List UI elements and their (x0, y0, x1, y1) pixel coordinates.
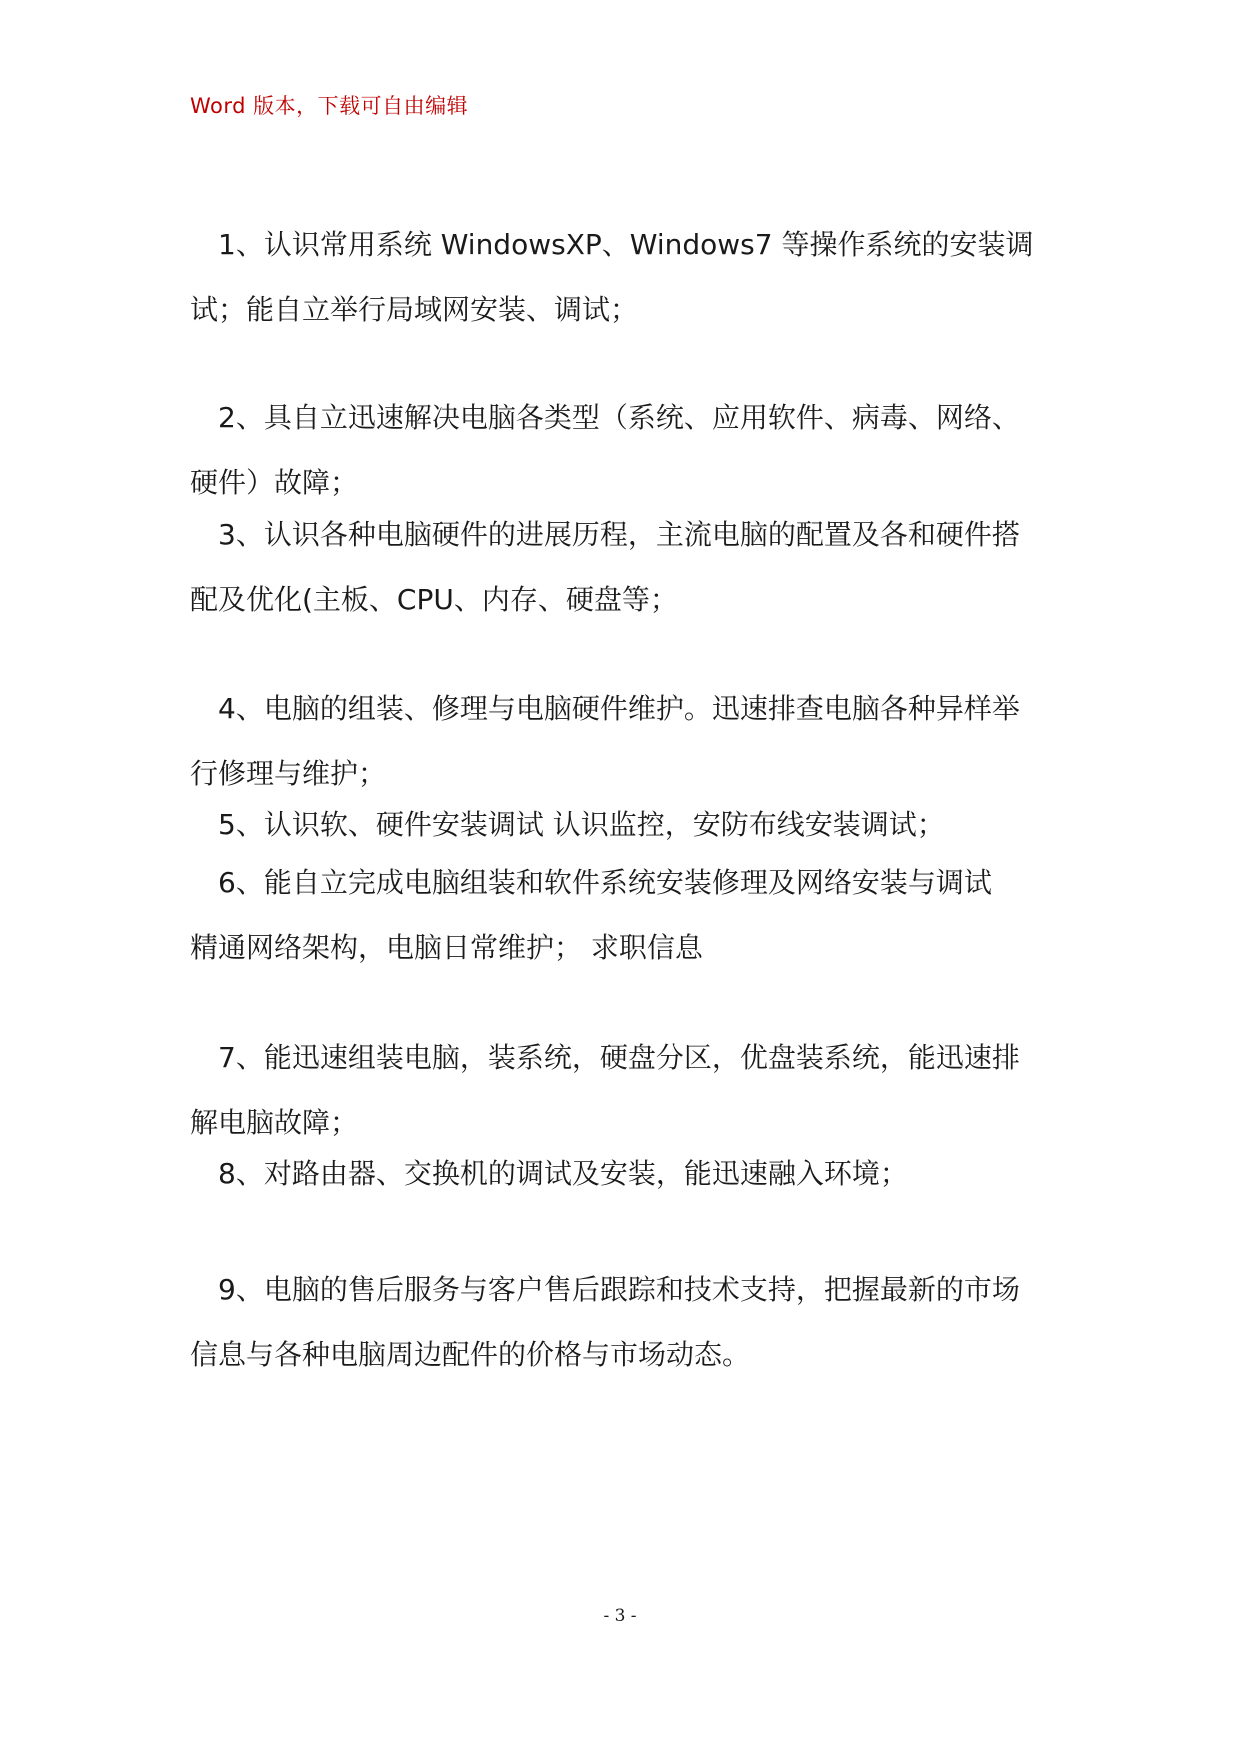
list-item-line: 8、对路由器、交换机的调试及安装，能迅速融入环境； (218, 1157, 908, 1190)
list-item (190, 385, 1056, 515)
list-item-line: 2、具自立迅速解决电脑各类型（系统、应用软件、病毒、网络、 (218, 401, 1020, 434)
list-item (190, 212, 1056, 342)
list-item-line: 配及优化(主板、CPU、内存、硬盘等； (190, 583, 678, 616)
list-item-line: 试；能自立举行局域网安装、调试； (190, 293, 639, 326)
list-item-line: 7、能迅速组装电脑，装系统，硬盘分区，优盘装系统，能迅速排 (218, 1041, 1020, 1074)
list-item-line: 6、能自立完成电脑组装和软件系统安装修理及网络安装与调试 (218, 866, 992, 899)
list-item-line: 行修理与维护； (190, 757, 387, 790)
list-item-line: 3、认识各种电脑硬件的进展历程，主流电脑的配置及各和硬件搭 (218, 518, 1020, 551)
list-item-line: 硬件）故障； (190, 466, 359, 499)
list-item (190, 850, 1056, 980)
list-item-line: 解电脑故障； (190, 1106, 359, 1139)
list-item-line: 4、电脑的组装、修理与电脑硬件维护。迅速排查电脑各种异样举 (218, 692, 1020, 725)
list-item-line: 1、认识常用系统 WindowsXP、Windows7 等操作系统的安装调 (218, 228, 1034, 261)
page-number: - 3 - (603, 1606, 637, 1626)
list-item (190, 1257, 1056, 1387)
list-item (190, 676, 1056, 806)
list-item-line: 精通网络架构，电脑日常维护； 求职信息 (190, 931, 703, 964)
list-item (190, 1025, 1056, 1155)
header-note: Word 版本，下载可自由编辑 (190, 94, 469, 118)
list-item (190, 1141, 1056, 1206)
list-item (190, 792, 1056, 857)
list-item-line: 5、认识软、硬件安装调试 认识监控，安防布线安装调试； (218, 808, 945, 841)
list-item (190, 502, 1056, 632)
list-item-line: 信息与各种电脑周边配件的价格与市场动态。 (190, 1338, 751, 1371)
list-item-line: 9、电脑的售后服务与客户售后跟踪和技术支持，把握最新的市场 (218, 1273, 1020, 1306)
